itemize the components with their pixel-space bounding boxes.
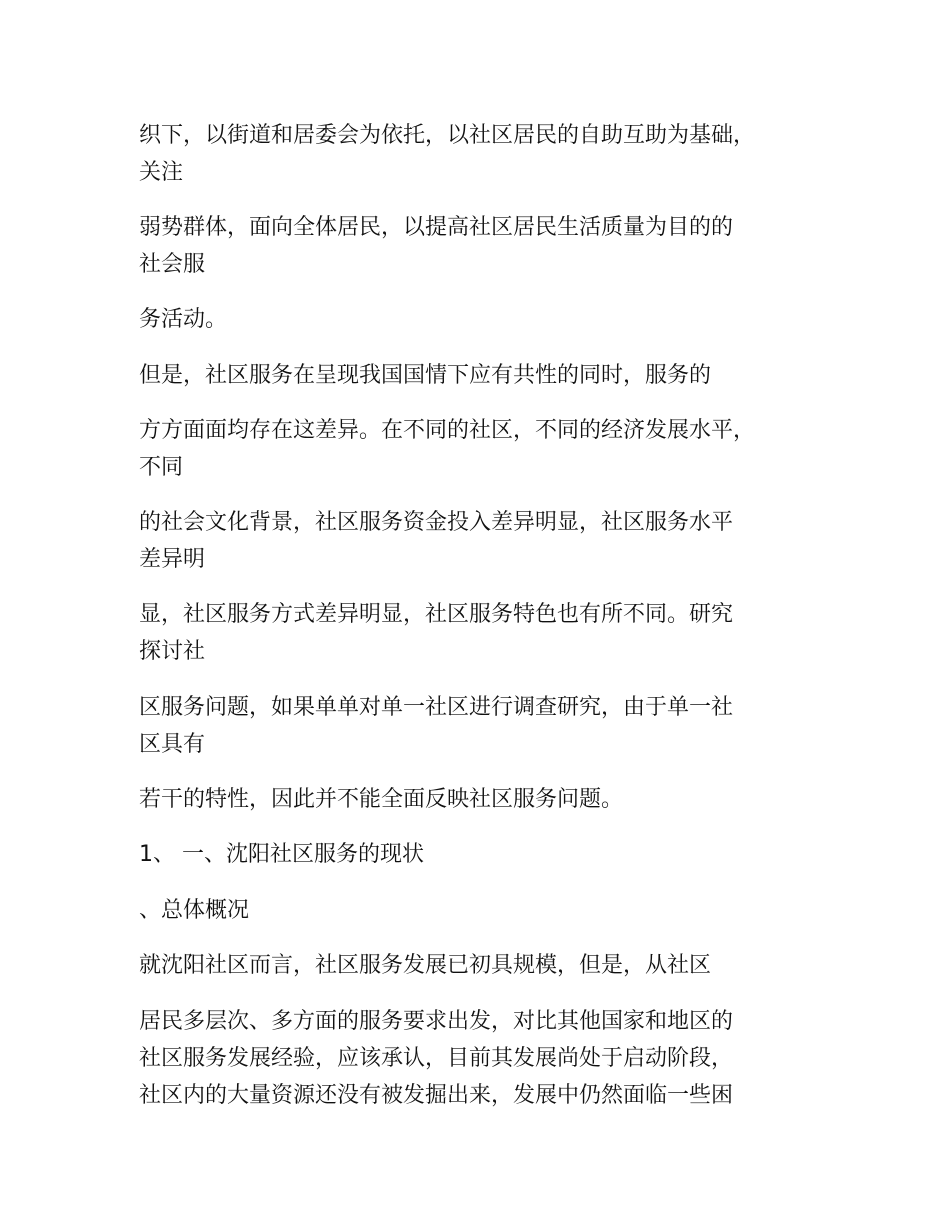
section-heading: 1、 一、沈阳社区服务的现状 bbox=[139, 842, 424, 867]
text-line: 关注 bbox=[139, 160, 184, 185]
text-line: 区具有 bbox=[139, 732, 206, 757]
text-line: 区服务问题，如果单单对单一社区进行调查研究，由于单一社 bbox=[139, 695, 734, 720]
text-line: 就沈阳社区而言，社区服务发展已初具规模，但是，从社区 bbox=[139, 953, 712, 978]
text-line: 居民多层次、多方面的服务要求出发，对比其他国家和地区的 bbox=[139, 1009, 734, 1034]
text-line: 的社会文化背景，社区服务资金投入差异明显，社区服务水平 bbox=[139, 510, 734, 535]
text-line: 社会服 bbox=[139, 252, 206, 277]
text-line: 务活动。 bbox=[139, 307, 228, 332]
text-line: 织下，以街道和居委会为依托，以社区居民的自助互助为基础， bbox=[139, 123, 756, 148]
text-line: 方方面面均存在这差异。在不同的社区，不同的经济发展水平， bbox=[139, 418, 756, 443]
text-line: 但是，社区服务在呈现我国国情下应有共性的同时，服务的 bbox=[139, 363, 712, 388]
text-line: 不同 bbox=[139, 455, 184, 480]
text-line: 弱势群体，面向全体居民，以提高社区居民生活质量为目的的 bbox=[139, 215, 734, 240]
text-line: 社区内的大量资源还没有被发掘出来，发展中仍然面临一些困 bbox=[139, 1083, 734, 1108]
text-line: 探讨社 bbox=[139, 639, 206, 664]
subsection-heading: 、总体概况 bbox=[139, 898, 250, 923]
text-line: 若干的特性，因此并不能全面反映社区服务问题。 bbox=[139, 787, 624, 812]
text-line: 社区服务发展经验，应该承认，目前其发展尚处于启动阶段， bbox=[139, 1046, 734, 1071]
text-line: 差异明 bbox=[139, 547, 206, 572]
text-line: 显，社区服务方式差异明显，社区服务特色也有所不同。研究 bbox=[139, 602, 734, 627]
